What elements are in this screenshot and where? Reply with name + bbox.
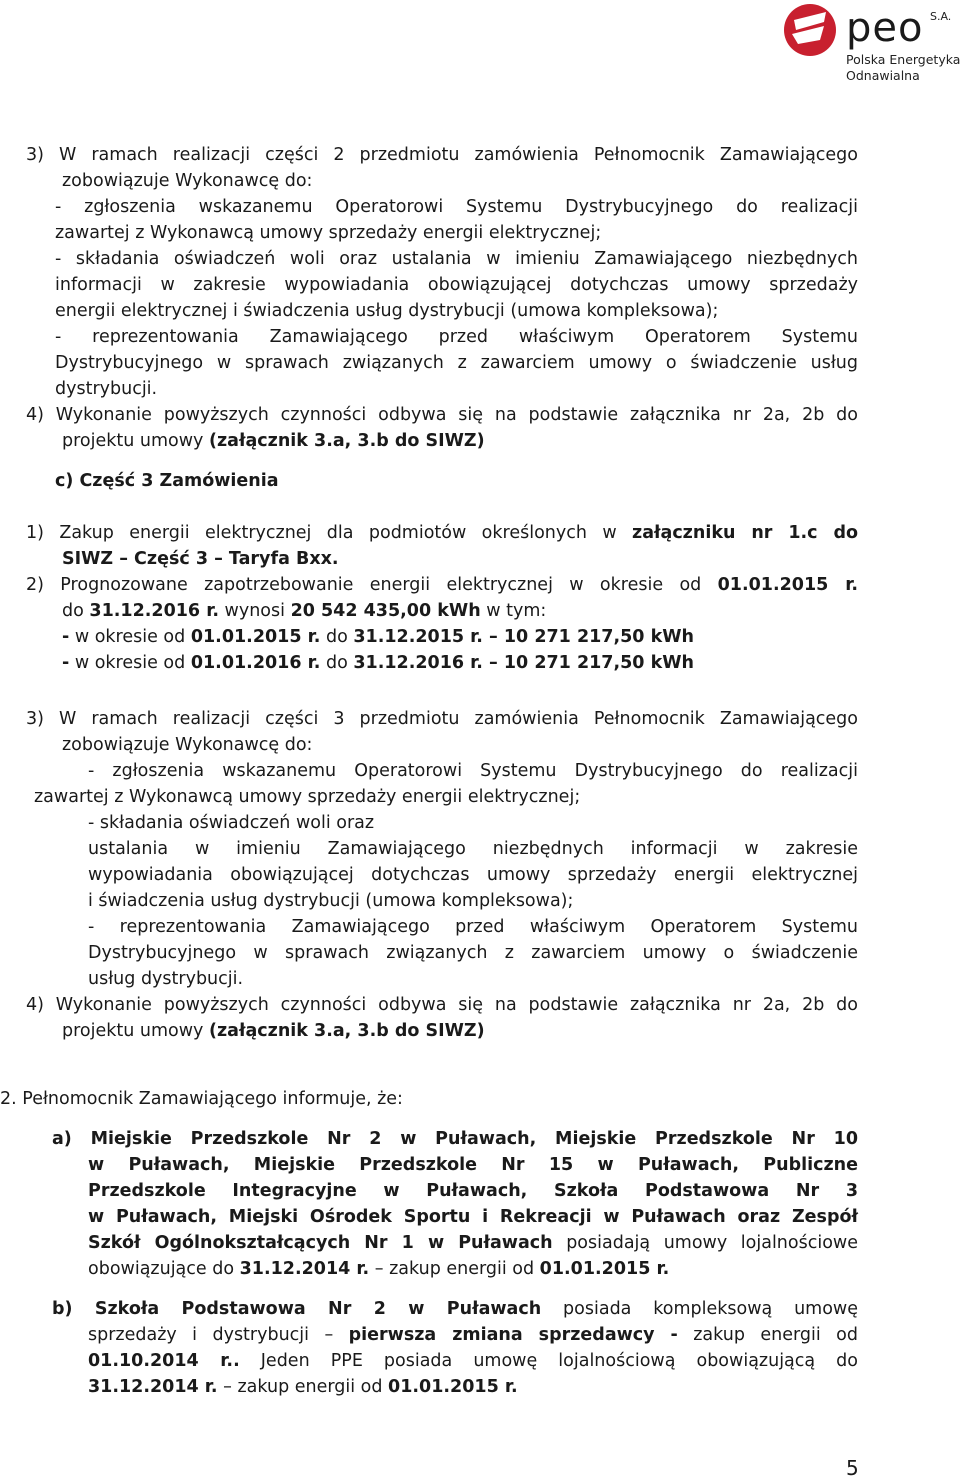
logo-tagline	[846, 52, 960, 84]
bold-text: b) Szkoła Podstawowa Nr 2 w Puławach	[52, 1299, 542, 1319]
bold-text: 01.01.2015 r.	[539, 1259, 670, 1279]
text-span: – zakup energii od	[369, 1259, 540, 1279]
text-line	[55, 272, 858, 298]
page-number: 5	[846, 1456, 859, 1480]
text-line	[88, 758, 858, 784]
text-span: usług dystrybucji.	[88, 969, 244, 989]
bold-text: 01.01.2015 r.	[717, 575, 858, 595]
logo-word: peo	[846, 5, 924, 51]
text-span: - składania oświadczeń woli oraz	[88, 813, 375, 833]
text-span: 4) Wykonanie powyższych czynności odbywa się na podstawie załącznika nr 2a, 2b do	[26, 995, 858, 1015]
text-line	[55, 194, 858, 220]
text-span: 4) Wykonanie powyższych czynności odbywa się na podstawie załącznika nr 2a, 2b do	[26, 405, 858, 425]
text-span: posiada kompleksową umowę	[541, 1299, 859, 1319]
bold-text: 20 542 435,00 kWh	[290, 601, 481, 621]
text-line	[55, 298, 718, 324]
text-line	[88, 1152, 858, 1178]
logo-tagline-line1: Polska Energetyka	[846, 52, 960, 67]
text-span: Dystrybucyjnego w sprawach związanych z zawarciem umowy o świadczenie	[88, 943, 858, 963]
text-span: 1) Zakup energii elektrycznej dla podmiotów określonych w	[26, 523, 633, 543]
text-line	[52, 1296, 858, 1322]
text-span: dystrybucji.	[55, 379, 158, 399]
text-span: i świadczenia usług dystrybucji (umowa kompleksowa);	[88, 891, 574, 911]
text-line	[55, 246, 858, 272]
bold-text: w Puławach, Miejskie Przedszkole Nr 15 w Puławach, Publiczne	[88, 1155, 858, 1175]
text-line	[88, 1204, 858, 1230]
text-line	[0, 1086, 403, 1112]
text-line	[62, 598, 546, 624]
bold-text: (załącznik 3.a, 3.b do SIWZ)	[208, 1021, 485, 1041]
text-span: do	[62, 601, 90, 621]
bold-text: c) Część 3 Zamówienia	[55, 471, 279, 491]
text-span: - zgłoszenia wskazanemu Operatorowi Systemu Dystrybucyjnego do realizacji	[88, 761, 858, 781]
text-line	[26, 520, 858, 546]
bold-text: Szkół Ogólnokształcących Nr 1 w Puławach	[88, 1233, 553, 1253]
bold-text: 31.12.2014 r.	[88, 1377, 218, 1397]
bold-text: 01.01.2015 r.	[388, 1377, 518, 1397]
text-line	[88, 1230, 858, 1256]
text-span: wynosi	[218, 601, 291, 621]
text-span: – zakup energii od	[217, 1377, 389, 1397]
text-line	[62, 650, 694, 676]
text-line	[62, 428, 485, 454]
text-span: 3) W ramach realizacji części 2 przedmiotu zamówienia Pełnomocnik Zamawiającego	[26, 145, 858, 165]
text-span: 2) Prognozowane zapotrzebowanie energii elektrycznej w okresie od	[26, 575, 718, 595]
text-line	[26, 402, 858, 428]
text-span: 3) W ramach realizacji części 3 przedmiotu zamówienia Pełnomocnik Zamawiającego	[26, 709, 858, 729]
text-span: - reprezentowania Zamawiającego przed właściwym Operatorem Systemu	[88, 917, 858, 937]
text-line	[88, 1348, 858, 1374]
text-span: w tym:	[480, 601, 547, 621]
text-line	[88, 940, 858, 966]
text-span: energii elektrycznej i świadczenia usług dystrybucji (umowa kompleksowa);	[55, 301, 719, 321]
text-line	[55, 324, 858, 350]
bold-text: w Puławach, Miejski Ośrodek Sportu i Rekreacji w Puławach oraz Zespół	[88, 1207, 858, 1227]
bold-text: 01.01.2015 r.	[190, 627, 321, 647]
text-span: projektu umowy	[62, 431, 209, 451]
text-span: 2. Pełnomocnik Zamawiającego informuje, że:	[0, 1089, 403, 1109]
bold-text: Przedszkole Integracyjne w Puławach, Szkoła Podstawowa Nr 3	[88, 1181, 858, 1201]
bold-text: załączniku nr 1.c do	[632, 523, 858, 543]
text-line	[62, 168, 312, 194]
text-line	[62, 1018, 485, 1044]
bold-text: -	[62, 627, 70, 647]
text-span: projektu umowy	[62, 1021, 209, 1041]
text-line	[88, 888, 573, 914]
text-span: informacji w zakresie wypowiadania obowiązującej dotychczas umowy sprzedaży	[55, 275, 858, 295]
bold-text: (załącznik 3.a, 3.b do SIWZ)	[208, 431, 485, 451]
text-line	[88, 1374, 518, 1400]
text-span: obowiązujące do	[88, 1259, 240, 1279]
logo-suffix: S.A.	[930, 10, 952, 23]
bold-text: 01.10.2014 r..	[88, 1351, 240, 1371]
text-line	[55, 220, 601, 246]
text-span: Jeden PPE posiada umowę lojalnościową obowiązującą do	[239, 1351, 858, 1371]
text-span: zakup energii od	[677, 1325, 858, 1345]
text-line	[55, 350, 858, 376]
text-line	[62, 624, 694, 650]
bold-text: a) Miejskie Przedszkole Nr 2 w Puławach, Miejskie Przedszkole Nr 10	[52, 1129, 858, 1149]
text-line	[26, 992, 858, 1018]
text-span: sprzedaży i dystrybucji –	[88, 1325, 349, 1345]
text-span: posiadają umowy lojalnościowe	[552, 1233, 858, 1253]
text-line	[88, 810, 374, 836]
text-line	[34, 784, 580, 810]
text-line	[88, 862, 858, 888]
text-line	[62, 732, 312, 758]
text-line	[88, 1256, 669, 1282]
bold-text: 31.12.2016 r.	[89, 601, 219, 621]
text-span: wypowiadania obowiązującej dotychczas umowy sprzedaży energii elektrycznej	[88, 865, 858, 885]
bold-text: 01.01.2016 r.	[190, 653, 321, 673]
text-line	[55, 376, 157, 402]
text-span: ustalania w imieniu Zamawiającego niezbędnych informacji w zakresie	[88, 839, 858, 859]
text-span: zawartej z Wykonawcą umowy sprzedaży energii elektrycznej;	[55, 223, 602, 243]
bold-text: 31.12.2014 r.	[239, 1259, 370, 1279]
text-span: - składania oświadczeń woli oraz ustalania w imieniu Zamawiającego niezbędnych	[55, 249, 858, 269]
text-line	[55, 468, 279, 494]
text-span: w okresie od	[69, 627, 191, 647]
text-span: zobowiązuje Wykonawcę do:	[62, 735, 313, 755]
text-span: - zgłoszenia wskazanemu Operatorowi Systemu Dystrybucyjnego do realizacji	[55, 197, 858, 217]
text-span: zobowiązuje Wykonawcę do:	[62, 171, 313, 191]
text-span: do	[320, 653, 354, 673]
text-line	[88, 914, 858, 940]
logo-tagline-line2: Odnawialna	[846, 68, 920, 83]
bold-text: SIWZ – Część 3 – Taryfa Bxx.	[62, 549, 339, 569]
text-span: - reprezentowania Zamawiającego przed właściwym Operatorem Systemu	[55, 327, 858, 347]
text-line	[52, 1126, 858, 1152]
text-span: zawartej z Wykonawcą umowy sprzedaży energii elektrycznej;	[34, 787, 581, 807]
text-line	[88, 966, 243, 992]
text-line	[88, 1322, 858, 1348]
text-line	[26, 706, 858, 732]
bold-text: -	[62, 653, 70, 673]
text-span: Dystrybucyjnego w sprawach związanych z zawarciem umowy o świadczenie usług	[55, 353, 858, 373]
text-line	[88, 1178, 858, 1204]
text-span: do	[320, 627, 354, 647]
text-span: w okresie od	[69, 653, 191, 673]
bold-text: 31.12.2015 r. – 10 271 217,50 kWh	[353, 627, 694, 647]
text-line	[26, 572, 858, 598]
text-line	[62, 546, 339, 572]
bold-text: 31.12.2016 r. – 10 271 217,50 kWh	[353, 653, 694, 673]
text-line	[88, 836, 858, 862]
text-line	[26, 142, 858, 168]
bold-text: pierwsza zmiana sprzedawcy -	[348, 1325, 678, 1345]
